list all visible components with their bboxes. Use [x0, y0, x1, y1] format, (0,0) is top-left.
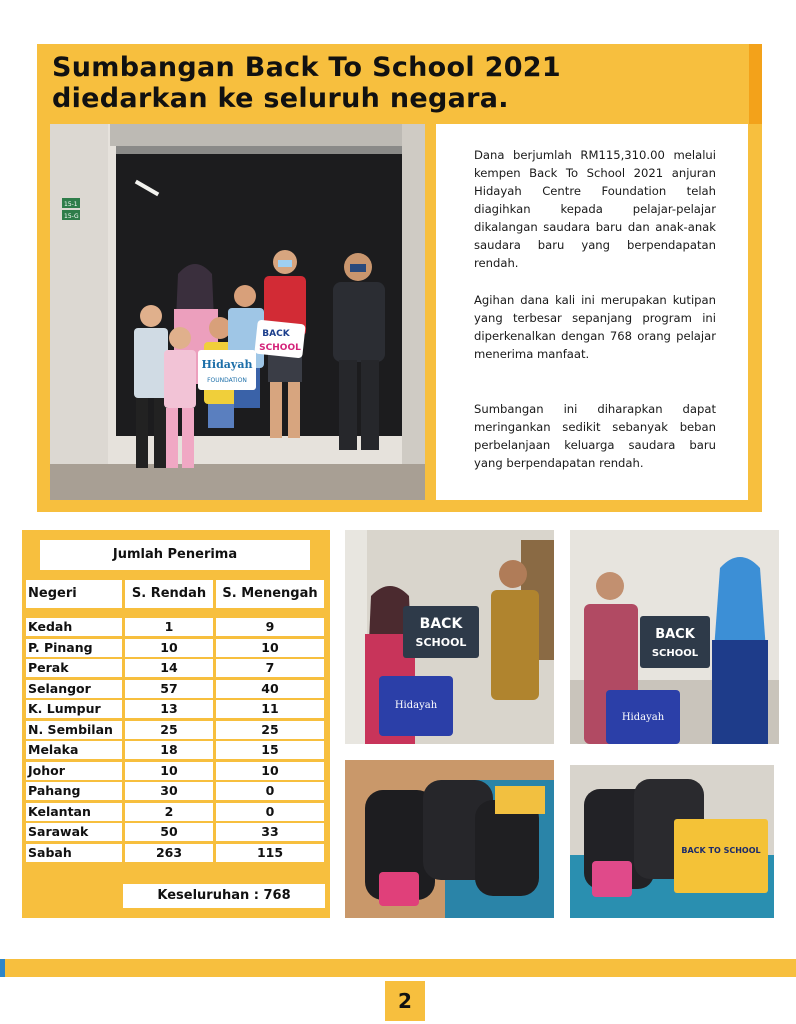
row-s-menengah: 25 — [216, 721, 324, 739]
row-s-menengah: 40 — [216, 680, 324, 698]
paragraph-hope: Sumbangan ini diharapkan dapat meringankan sedikit sebanyak beban perbelanjaan keluarga saudara baru yang berpendapatan rendah. — [474, 402, 716, 470]
row-negeri: N. Sembilan — [26, 721, 122, 739]
row-s-menengah: 33 — [216, 823, 324, 841]
row-s-rendah: 18 — [125, 741, 213, 759]
page-title — [52, 52, 742, 114]
row-s-menengah: 7 — [216, 659, 324, 677]
photo-handover-2 — [570, 530, 779, 744]
recipients-table-title: Jumlah Penerima — [40, 540, 310, 570]
footer-band — [0, 959, 796, 977]
row-s-menengah: 10 — [216, 639, 324, 657]
bts-sign-back-2: BACK — [655, 627, 695, 642]
row-s-rendah: 13 — [125, 700, 213, 718]
sign-school: SCHOOL — [259, 343, 301, 353]
banner-back-to-school: BACK TO SCHOOL — [681, 846, 761, 855]
row-s-rendah: 2 — [125, 803, 213, 821]
row-s-menengah: 11 — [216, 700, 324, 718]
photo-school-bags-2-illustration — [570, 765, 774, 918]
photo-school-bags-2 — [570, 765, 774, 918]
shop-sign-lower: 15-G — [64, 213, 79, 220]
bts-sign-school-1: SCHOOL — [415, 636, 467, 649]
photo-handover-1-illustration — [345, 530, 554, 744]
row-negeri: P. Pinang — [26, 639, 122, 657]
row-s-menengah: 10 — [216, 762, 324, 780]
title-line-2: diedarkan ke seluruh negara. — [52, 83, 509, 114]
row-negeri: Selangor — [26, 680, 122, 698]
photo-handover-1 — [345, 530, 554, 744]
sign-foundation: FOUNDATION — [207, 377, 247, 384]
row-negeri: Johor — [26, 762, 122, 780]
title-line-1: Sumbangan Back To School 2021 — [52, 52, 561, 83]
row-s-rendah: 25 — [125, 721, 213, 739]
row-negeri: Kelantan — [26, 803, 122, 821]
row-s-rendah: 14 — [125, 659, 213, 677]
main-photo — [50, 124, 425, 500]
row-s-rendah: 30 — [125, 782, 213, 800]
bts-sign-school-2: SCHOOL — [651, 648, 699, 659]
row-s-rendah: 1 — [125, 618, 213, 636]
main-photo-illustration — [50, 124, 425, 500]
row-negeri: Pahang — [26, 782, 122, 800]
header-s-rendah: S. Rendah — [125, 580, 213, 608]
row-s-rendah: 263 — [125, 844, 213, 862]
photo-handover-2-illustration — [570, 530, 779, 744]
bag-hidayah-2: Hidayah — [621, 712, 665, 723]
bag-hidayah-1: Hidayah — [394, 700, 438, 711]
bts-sign-back-1: BACK — [419, 616, 463, 632]
row-negeri: Sarawak — [26, 823, 122, 841]
shop-sign-upper: 15-1 — [64, 201, 78, 208]
row-negeri: K. Lumpur — [26, 700, 122, 718]
sign-back: BACK — [262, 329, 290, 339]
row-negeri: Sabah — [26, 844, 122, 862]
header-band-stripe — [749, 44, 762, 124]
row-s-menengah: 15 — [216, 741, 324, 759]
paragraph-donation: Dana berjumlah RM115,310.00 melalui kempen Back To School 2021 anjuran Hidayah Centre Foundation telah diagihkan kepada pelajar-pelajar dikalangan saudara baru dan anak-anak saudara baru yang berpendapatan rendah. — [474, 148, 716, 270]
row-s-menengah: 9 — [216, 618, 324, 636]
footer-band-edge — [0, 959, 5, 977]
row-s-rendah: 10 — [125, 639, 213, 657]
paragraph-distribution: Agihan dana kali ini merupakan kutipan yang terbesar sepanjang program ini diperkenalkan dengan 768 orang pelajar menerima manfaat. — [474, 293, 716, 361]
recipients-total: Keseluruhan : 768 — [123, 884, 325, 908]
row-s-menengah: 0 — [216, 803, 324, 821]
row-negeri: Kedah — [26, 618, 122, 636]
row-s-rendah: 57 — [125, 680, 213, 698]
row-s-rendah: 50 — [125, 823, 213, 841]
page-number: 2 — [385, 981, 425, 1021]
header-negeri: Negeri — [26, 580, 122, 608]
header-s-menengah: S. Menengah — [216, 580, 324, 608]
sign-hidayah: Hidayah — [201, 358, 253, 371]
row-s-menengah: 115 — [216, 844, 324, 862]
row-s-rendah: 10 — [125, 762, 213, 780]
photo-school-bags-1-illustration — [345, 760, 554, 918]
photo-school-bags-1 — [345, 760, 554, 918]
row-negeri: Perak — [26, 659, 122, 677]
row-negeri: Melaka — [26, 741, 122, 759]
row-s-menengah: 0 — [216, 782, 324, 800]
